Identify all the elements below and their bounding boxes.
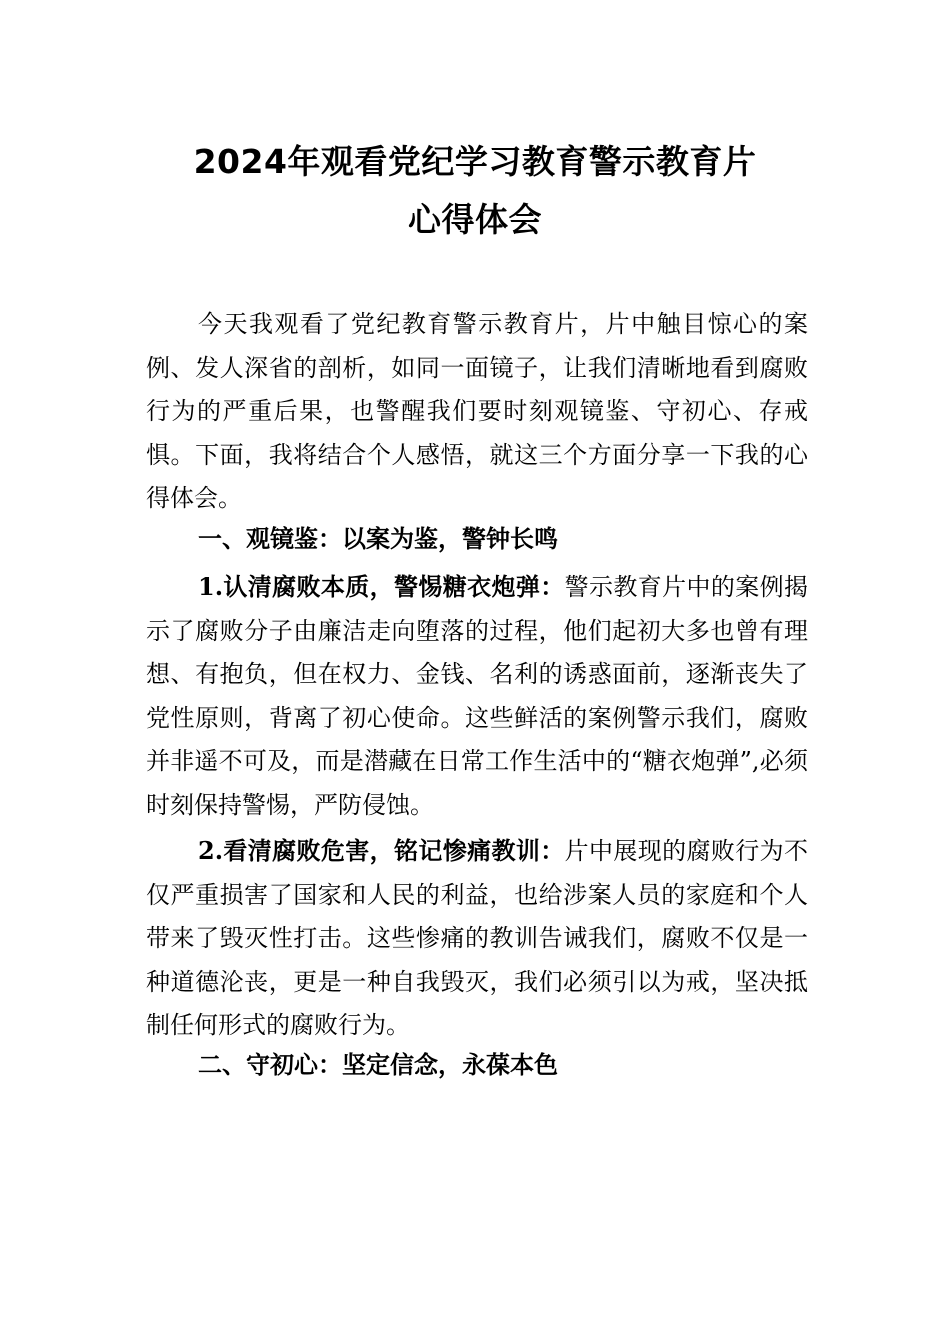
point-text-2: 片中展现的腐败行为不仅严重损害了国家和人民的利益，也给涉案人员的家庭和个人带来了毁灭性打击。这些惨痛的教训告诫我们，腐败不仅是一种道德沦丧，更是一种自我毁灭，我们必须引以为戒，坚决抵制任何形式的腐败行为。	[146, 837, 808, 1039]
intro-paragraph: 今天我观看了党纪教育警示教育片，片中触目惊心的案例、发人深省的剖析，如同一面镜子，让我们清晰地看到腐败行为的严重后果，也警醒我们要时刻观镜鉴、守初心、存戒惧。下面，我将结合个人感悟，就这三个方面分享一下我的心得体会。	[146, 310, 808, 512]
point-lead-1: 1.认清腐败本质，警惕糖衣炮弹：	[198, 572, 565, 601]
point-paragraph-2	[146, 829, 808, 1048]
document-title-line1: 2024年观看党纪学习教育警示教育片	[193, 142, 757, 181]
point-lead-2: 2.看清腐败危害，铭记惨痛教训：	[198, 836, 565, 865]
point-text-1: 警示教育片中的案例揭示了腐败分子由廉洁走向堕落的过程，他们起初大多也曾有理想、有抱负，但在权力、金钱、名利的诱惑面前，逐渐丧失了党性原则，背离了初心使命。这些鲜活的案例警示我们，腐败并非遥不可及，而是潜藏在日常工作生活中的“糖衣炮弹”,必须时刻保持警惕，严防侵蚀。	[146, 573, 808, 819]
point-paragraph-1	[146, 565, 808, 827]
document-title-line2: 心得体会	[408, 200, 542, 239]
section-heading-2: 二、守初心：坚定信念，永葆本色	[198, 1050, 558, 1079]
section-heading-1: 一、观镜鉴：以案为鉴，警钟长鸣	[198, 524, 558, 553]
